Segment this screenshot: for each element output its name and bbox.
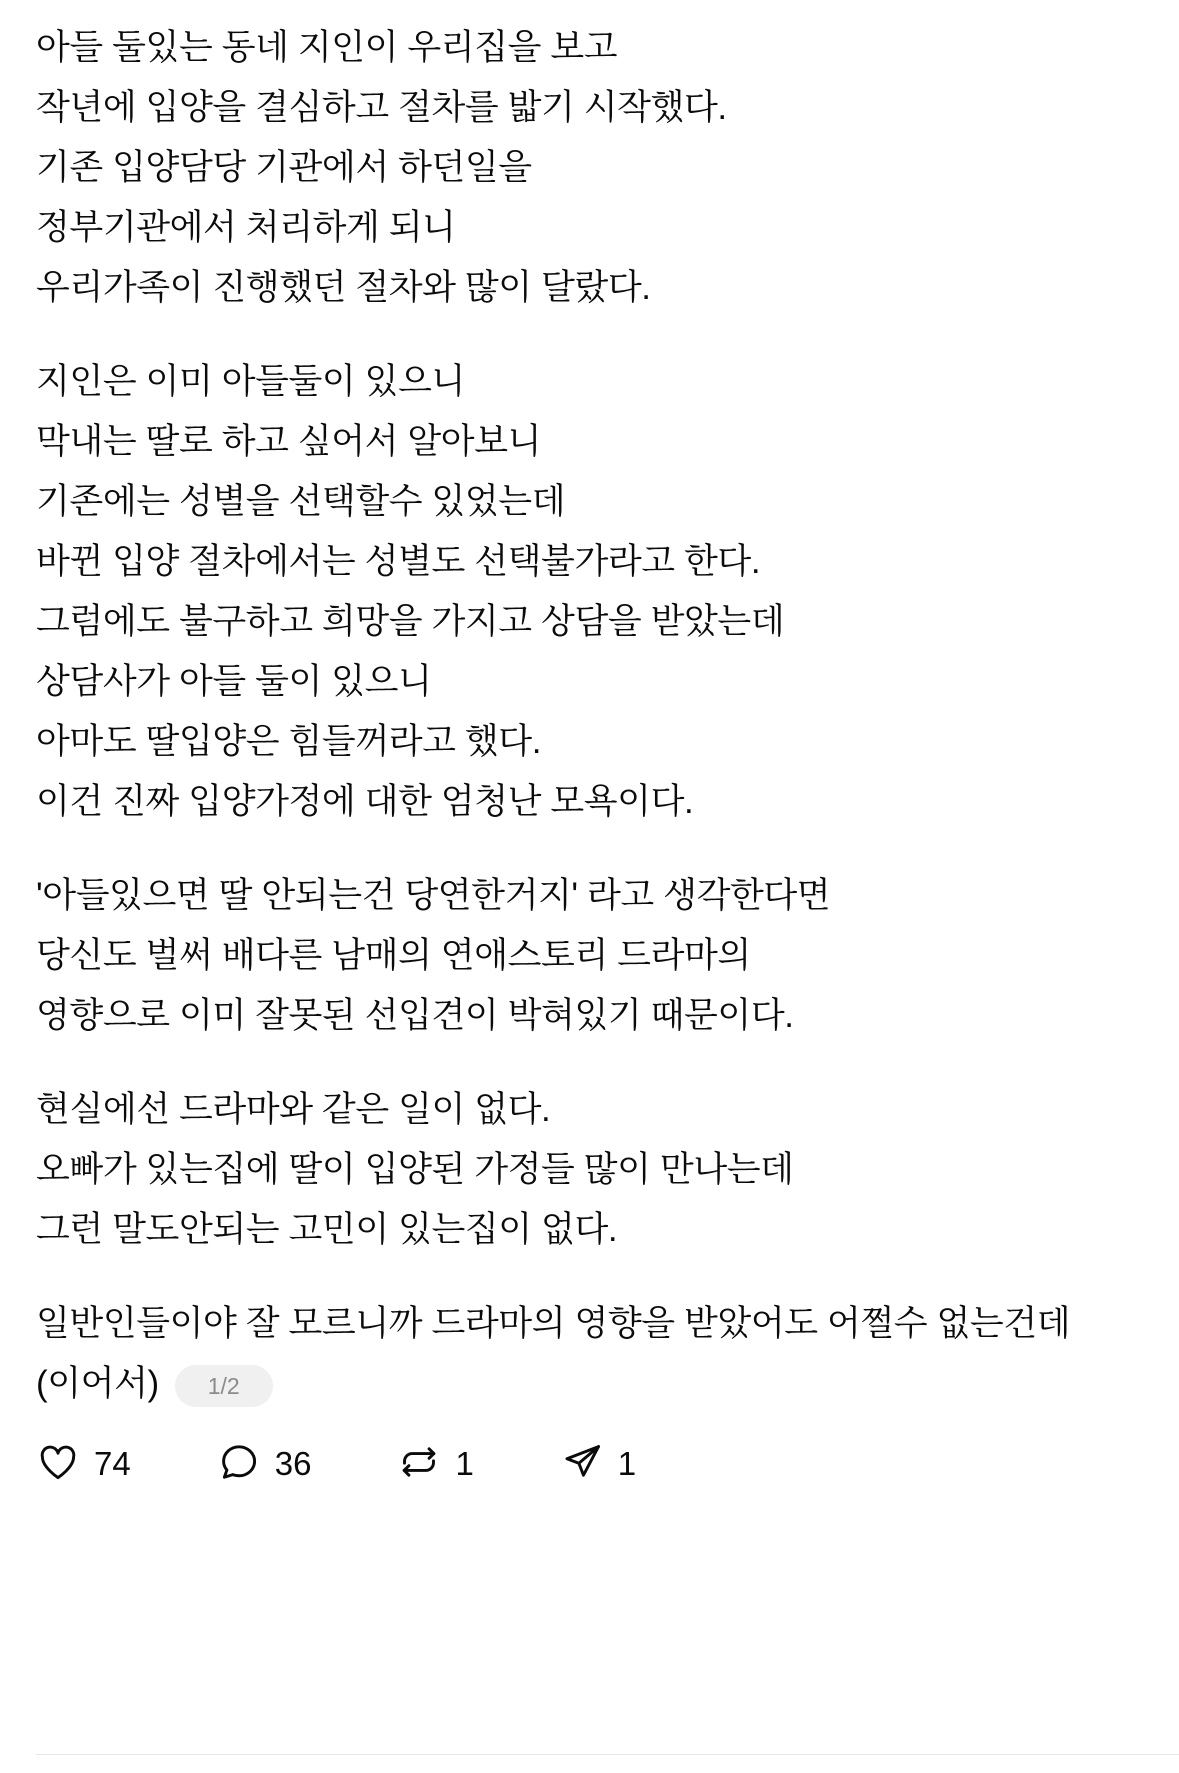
post-line: 현실에선 드라마와 같은 일이 없다. xyxy=(36,1090,551,1129)
post-paragraph xyxy=(36,866,1143,1046)
post-paragraph xyxy=(36,1080,1143,1260)
post-line: 그럼에도 불구하고 희망을 가지고 상담을 받았는데 xyxy=(36,602,785,641)
comment-button[interactable] xyxy=(217,1440,312,1484)
post-paragraph xyxy=(36,1294,1143,1414)
post-line: '아들있으면 딸 안되는건 당연한거지' 라고 생각한다면 xyxy=(36,876,831,915)
share-button[interactable] xyxy=(560,1440,636,1484)
continuation-label: (이어서) xyxy=(36,1364,159,1403)
post-paragraph xyxy=(36,18,1143,318)
post-line: 상담사가 아들 둘이 있으니 xyxy=(36,662,432,701)
post-line: 막내는 딸로 하고 싶어서 알아보니 xyxy=(36,422,542,461)
share-icon xyxy=(560,1440,604,1484)
comment-count: 36 xyxy=(274,1444,312,1482)
post-line: 영향으로 이미 잘못된 선입견이 박혀있기 때문이다. xyxy=(36,996,794,1035)
like-count: 74 xyxy=(94,1444,131,1482)
post-divider xyxy=(36,1754,1179,1755)
post-paragraph xyxy=(36,352,1143,832)
post-line: 기존에는 성별을 선택할수 있었는데 xyxy=(36,482,566,521)
post-line: 오빠가 있는집에 딸이 입양된 가정들 많이 만나는데 xyxy=(36,1150,794,1189)
repost-count: 1 xyxy=(455,1444,474,1482)
repost-button[interactable] xyxy=(397,1440,473,1484)
repost-icon xyxy=(397,1440,441,1484)
post-line: 당신도 벌써 배다른 남매의 연애스토리 드라마의 xyxy=(36,936,751,975)
post-line: 이건 진짜 입양가정에 대한 엄청난 모욕이다. xyxy=(36,782,694,821)
heart-icon xyxy=(36,1440,80,1484)
post-line: 기존 입양담당 기관에서 하던일을 xyxy=(36,148,532,187)
post-line: 우리가족이 진행했던 절차와 많이 달랐다. xyxy=(36,268,651,307)
post-actions xyxy=(0,1414,1179,1484)
post-line: 작년에 입양을 결심하고 절차를 밟기 시작했다. xyxy=(36,88,727,127)
share-count: 1 xyxy=(617,1444,637,1482)
post-line: 아들 둘있는 동네 지인이 우리집을 보고 xyxy=(36,28,618,67)
post-line: 아마도 딸입양은 힘들꺼라고 했다. xyxy=(36,722,542,761)
post-line: 그런 말도안되는 고민이 있는집이 없다. xyxy=(36,1210,618,1249)
post-line: 정부기관에서 처리하게 되니 xyxy=(36,208,456,247)
comment-icon xyxy=(217,1440,261,1484)
continuation-row xyxy=(36,1354,1143,1414)
page-badge: 1/2 xyxy=(175,1365,273,1407)
post-line: 일반인들이야 잘 모르니까 드라마의 영향을 받았어도 어쩔수 없는건데 xyxy=(36,1304,1071,1343)
post-line: 지인은 이미 아들둘이 있으니 xyxy=(36,362,465,401)
like-button[interactable] xyxy=(36,1440,131,1484)
post-line: 바뀐 입양 절차에서는 성별도 선택불가라고 한다. xyxy=(36,542,761,581)
